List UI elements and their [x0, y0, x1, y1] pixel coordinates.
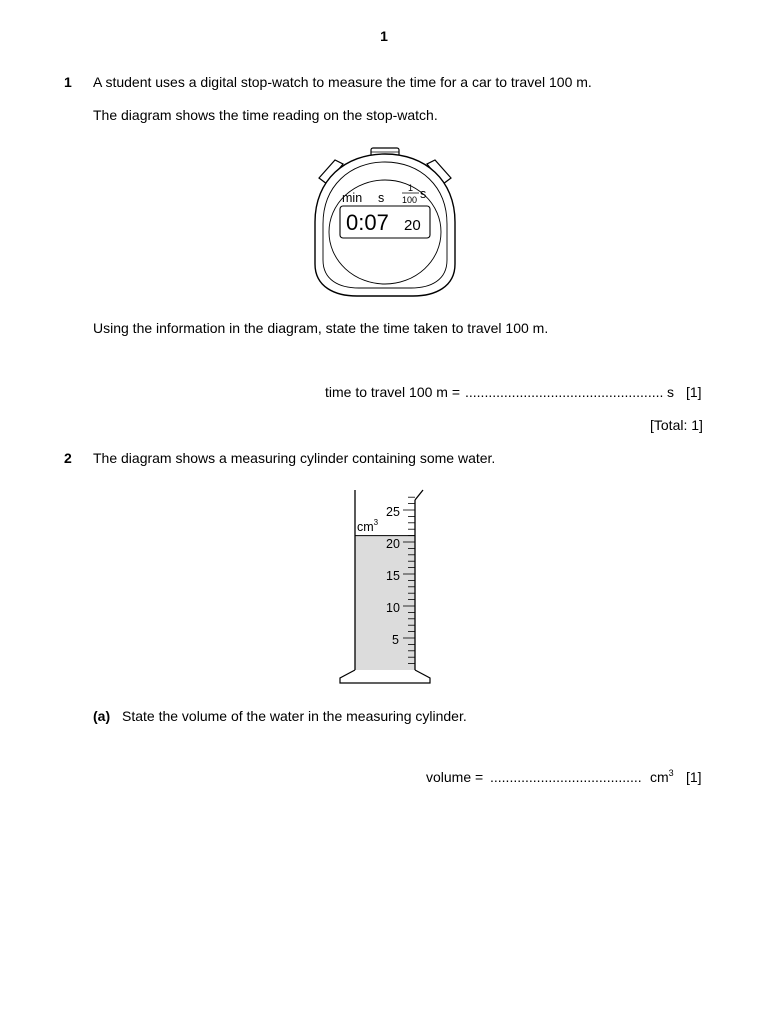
- stopwatch-diagram: [305, 142, 465, 302]
- measuring-cylinder-diagram: [330, 486, 440, 690]
- question-2a-label: (a): [93, 708, 111, 724]
- question-2a-answer-prefix: volume =: [426, 769, 484, 785]
- question-1-answer-unit: s: [667, 384, 674, 400]
- cylinder-base: [340, 670, 430, 683]
- page-number: 1: [380, 28, 388, 44]
- stopwatch-label-min: min: [342, 191, 363, 205]
- cylinder-unit-label: $cm^3$: [357, 518, 379, 534]
- question-2a-marks: [1]: [686, 769, 702, 785]
- stopwatch-fraction-numerator: 1: [408, 183, 414, 193]
- question-1-total: [Total: 1]: [650, 417, 703, 433]
- stopwatch-fraction-denominator: 100: [402, 195, 418, 205]
- scale-label-10: 10: [386, 601, 400, 615]
- question-1-marks: [1]: [686, 384, 702, 400]
- question-2a-text: State the volume of the water in the measuring cylinder.: [122, 708, 467, 724]
- question-1-intro: A student uses a digital stop-watch to measure the time for a car to travel 100 m.: [93, 74, 592, 90]
- question-2-number: 2: [64, 450, 72, 466]
- question-1-number: 1: [64, 74, 72, 90]
- stopwatch-label-s: s: [378, 191, 385, 205]
- question-1-answer-field[interactable]: ...................................................: [465, 384, 664, 400]
- stopwatch-reading-main: 0:07: [346, 210, 389, 235]
- question-2a-answer-field[interactable]: .......................................: [490, 769, 642, 785]
- scale-label-20: 20: [386, 537, 400, 551]
- stopwatch-fraction-unit: s: [420, 187, 427, 201]
- cylinder-spout: [415, 490, 423, 500]
- question-2a-answer-unit: $cm^3$: [650, 768, 674, 785]
- stopwatch-reading-hundredths: 20: [404, 217, 421, 234]
- scale-label-5: 5: [392, 633, 399, 647]
- scale-label-15: 15: [386, 569, 400, 583]
- water-column: [355, 536, 415, 670]
- question-1-answer-prefix: time to travel 100 m =: [325, 384, 461, 400]
- scale-label-25: 25: [386, 505, 400, 519]
- question-1-diagram-caption: The diagram shows the time reading on the stop-watch.: [93, 107, 438, 123]
- question-1-instruction: Using the information in the diagram, state the time taken to travel 100 m.: [93, 320, 549, 336]
- question-2-intro: The diagram shows a measuring cylinder containing some water.: [93, 450, 496, 466]
